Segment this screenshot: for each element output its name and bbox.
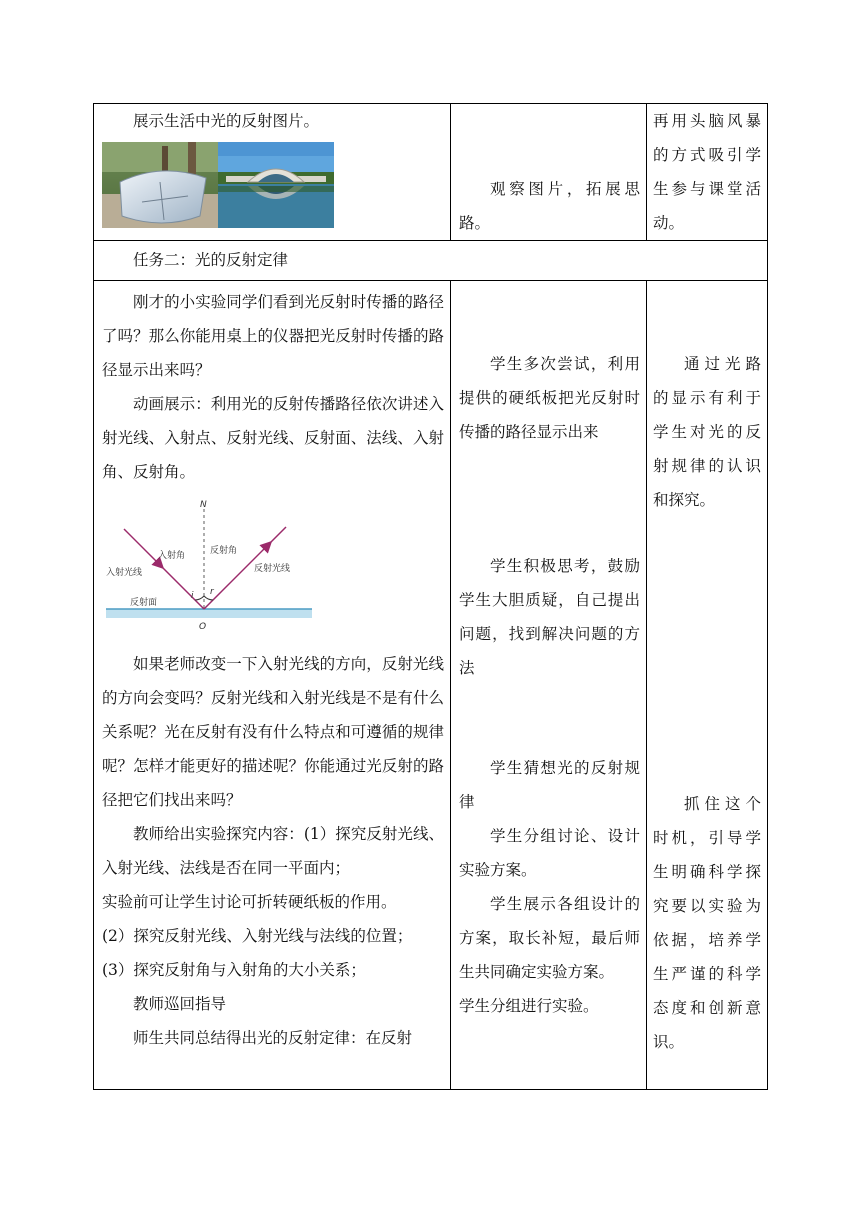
- table-row: [94, 281, 768, 1090]
- teacher-text: (3）探究反射角与入射角的大小关系；: [102, 961, 366, 979]
- teacher-text: 动画展示：利用光的反射传播路径依次讲述入射光线、入射点、反射光线、反射面、法线、入射角、反射角。: [102, 395, 444, 481]
- reflection-diagram-svg: [102, 495, 322, 635]
- intent-text: 通过光路的显示有利于学生对光的反射规律的认识和探究。: [653, 355, 761, 509]
- student-text: 学生展示各组设计的方案，取长补短，最后师生共同确定实验方案。: [459, 895, 640, 981]
- task-heading: 任务二：光的反射定律: [133, 251, 289, 269]
- label-r: r: [210, 587, 214, 597]
- student-text: 学生分组进行实验。: [459, 997, 599, 1015]
- table-row: [94, 241, 768, 281]
- bridge-reflection-photo: [218, 142, 334, 228]
- teacher-text: 如果老师改变一下入射光线的方向，反射光线的方向会变吗？反射光线和入射光线是不是有什么关系呢？光在反射有没有什么特点和可遵循的规律呢？怎样才能更好的描述呢？你能通过光反射的路径把它们找出来吗？: [102, 655, 444, 809]
- label-O: O: [199, 622, 207, 632]
- teacher-text: 教师给出实验探究内容：(1）探究反射光线、入射光线、法线是否在同一平面内；: [102, 825, 444, 877]
- task-heading-cell: [94, 241, 768, 281]
- solar-reflector-photo: [102, 142, 218, 228]
- label-i: i: [191, 591, 194, 601]
- teacher-text: 教师巡回指导: [133, 995, 227, 1013]
- table-row: [94, 104, 768, 241]
- label-N: N: [200, 500, 207, 510]
- student-activity-cell: [451, 281, 647, 1090]
- teacher-activity-cell: [94, 104, 451, 241]
- teacher-activity-cell: [94, 281, 451, 1090]
- teacher-text: (2）探究反射光线、入射光线与法线的位置；: [102, 927, 413, 945]
- incident-ray-arrow: [124, 529, 162, 567]
- incident-angle-label: 入射角: [158, 551, 186, 561]
- design-intent-cell: [647, 104, 768, 241]
- student-text: 学生分组讨论、设计实验方案。: [459, 827, 640, 879]
- student-text: 学生积极思考，鼓励学生大胆质疑，自己提出问题，找到解决问题的方法: [459, 557, 640, 677]
- teacher-text: 展示生活中光的反射图片。: [133, 112, 320, 130]
- student-activity-cell: [451, 104, 647, 241]
- reflected-ray-label: 反射光线: [254, 564, 291, 574]
- intent-text: 抓住这个时机，引导学生明确科学探究要以实验为依据，培养学生严谨的科学态度和创新意识。: [653, 795, 761, 1051]
- teacher-text: 刚才的小实验同学们看到光反射时传播的路径了吗？那么你能用桌上的仪器把光反射时传播的路径显示出来吗？: [102, 293, 444, 379]
- lesson-plan-table: [93, 103, 768, 1090]
- design-intent-cell: [647, 281, 768, 1090]
- student-text: 学生多次尝试，利用提供的硬纸板把光反射时传播的路径显示出来: [459, 355, 640, 441]
- student-text: 学生猜想光的反射规律: [459, 759, 640, 811]
- surface-label: 反射面: [130, 598, 158, 608]
- photo-strip: [102, 142, 444, 228]
- incident-ray-label: 入射光线: [106, 568, 143, 578]
- teacher-text: 实验前可让学生讨论可折转硬纸板的作用。: [102, 893, 397, 911]
- teacher-text: 师生共同总结得出光的反射定律：在反射: [133, 1029, 413, 1047]
- intent-text: 再用头脑风暴的方式吸引学生参与课堂活动。: [653, 112, 761, 232]
- reflect-angle-label: 反射角: [210, 546, 238, 556]
- student-text: 观察图片，拓展思路。: [459, 180, 640, 232]
- reflection-diagram: [102, 495, 322, 635]
- incident-ray: [160, 565, 204, 609]
- mirror-surface: [106, 609, 312, 618]
